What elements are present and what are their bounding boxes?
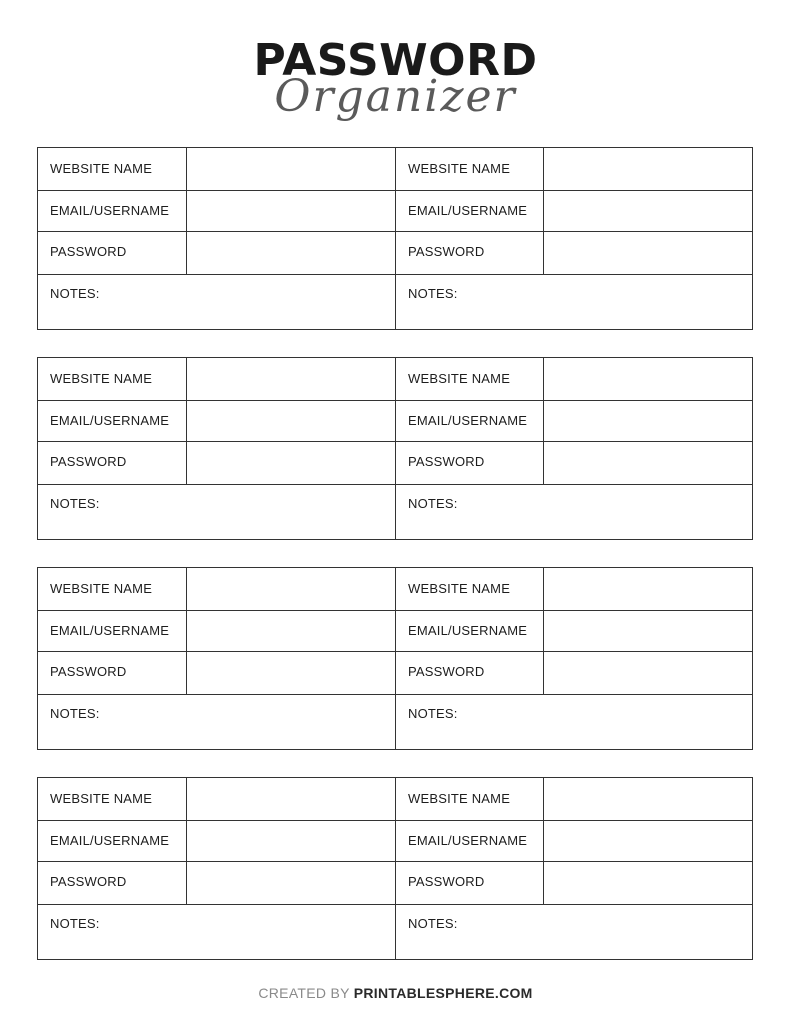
notes-field[interactable] (396, 694, 753, 750)
password-field[interactable] (186, 231, 396, 274)
website-name-field[interactable] (186, 148, 396, 190)
footer-prefix: CREATED BY (258, 985, 350, 1001)
website-name-label: WEBSITE NAME (408, 581, 511, 596)
password-field[interactable] (543, 651, 753, 694)
notes-field[interactable] (396, 484, 753, 540)
notes-label: NOTES: (408, 286, 458, 301)
email-username-field[interactable] (186, 400, 396, 441)
website-name-label: WEBSITE NAME (50, 161, 153, 176)
password-label: PASSWORD (408, 874, 485, 889)
password-field[interactable] (186, 651, 396, 694)
email-username-field[interactable] (543, 610, 753, 651)
email-username-field[interactable] (186, 190, 396, 231)
email-username-label: EMAIL/USERNAME (408, 623, 528, 638)
notes-label: NOTES: (50, 916, 100, 931)
notes-label: NOTES: (50, 706, 100, 721)
website-name-label: WEBSITE NAME (408, 371, 511, 386)
website-name-label: WEBSITE NAME (50, 791, 153, 806)
password-entry-block (37, 777, 753, 960)
password-entry (395, 358, 753, 539)
email-username-label: EMAIL/USERNAME (50, 833, 170, 848)
password-label: PASSWORD (408, 244, 485, 259)
password-entry (395, 568, 753, 749)
email-username-label: EMAIL/USERNAME (50, 623, 170, 638)
email-username-label: EMAIL/USERNAME (50, 413, 170, 428)
email-username-field[interactable] (186, 610, 396, 651)
notes-label: NOTES: (408, 916, 458, 931)
notes-label: NOTES: (50, 286, 100, 301)
website-name-label: WEBSITE NAME (408, 161, 511, 176)
password-label: PASSWORD (408, 454, 485, 469)
password-field[interactable] (543, 861, 753, 904)
password-label: PASSWORD (408, 664, 485, 679)
website-name-field[interactable] (186, 778, 396, 820)
notes-field[interactable] (38, 274, 396, 330)
password-label: PASSWORD (50, 874, 127, 889)
website-name-field[interactable] (543, 778, 753, 820)
notes-label: NOTES: (408, 496, 458, 511)
website-name-field[interactable] (543, 358, 753, 400)
password-entry-block (37, 357, 753, 540)
website-name-label: WEBSITE NAME (50, 371, 153, 386)
email-username-label: EMAIL/USERNAME (408, 203, 528, 218)
website-name-field[interactable] (543, 568, 753, 610)
page-subtitle: Organizer (274, 71, 517, 122)
website-name-label: WEBSITE NAME (50, 581, 153, 596)
password-entry (38, 568, 396, 749)
page-header (0, 30, 791, 130)
email-username-label: EMAIL/USERNAME (408, 833, 528, 848)
notes-label: NOTES: (408, 706, 458, 721)
website-name-label: WEBSITE NAME (408, 791, 511, 806)
password-field[interactable] (543, 441, 753, 484)
password-entry (38, 778, 396, 959)
password-field[interactable] (186, 441, 396, 484)
website-name-field[interactable] (543, 148, 753, 190)
website-name-field[interactable] (186, 358, 396, 400)
password-entry-block (37, 567, 753, 750)
notes-field[interactable] (38, 484, 396, 540)
footer-brand: PRINTABLESPHERE.COM (353, 985, 533, 1001)
notes-field[interactable] (396, 904, 753, 960)
password-label: PASSWORD (50, 454, 127, 469)
password-entry (38, 148, 396, 329)
email-username-field[interactable] (543, 400, 753, 441)
password-entry (395, 148, 753, 329)
email-username-label: EMAIL/USERNAME (50, 203, 170, 218)
website-name-field[interactable] (186, 568, 396, 610)
password-label: PASSWORD (50, 244, 127, 259)
password-label: PASSWORD (50, 664, 127, 679)
page-title: PASSWORD (253, 35, 538, 86)
notes-field[interactable] (396, 274, 753, 330)
email-username-field[interactable] (543, 820, 753, 861)
notes-label: NOTES: (50, 496, 100, 511)
password-entry (395, 778, 753, 959)
email-username-label: EMAIL/USERNAME (408, 413, 528, 428)
email-username-field[interactable] (543, 190, 753, 231)
notes-field[interactable] (38, 694, 396, 750)
password-entry (38, 358, 396, 539)
password-field[interactable] (543, 231, 753, 274)
password-field[interactable] (186, 861, 396, 904)
password-entry-block (37, 147, 753, 330)
notes-field[interactable] (38, 904, 396, 960)
email-username-field[interactable] (186, 820, 396, 861)
footer-credit (0, 985, 791, 1001)
